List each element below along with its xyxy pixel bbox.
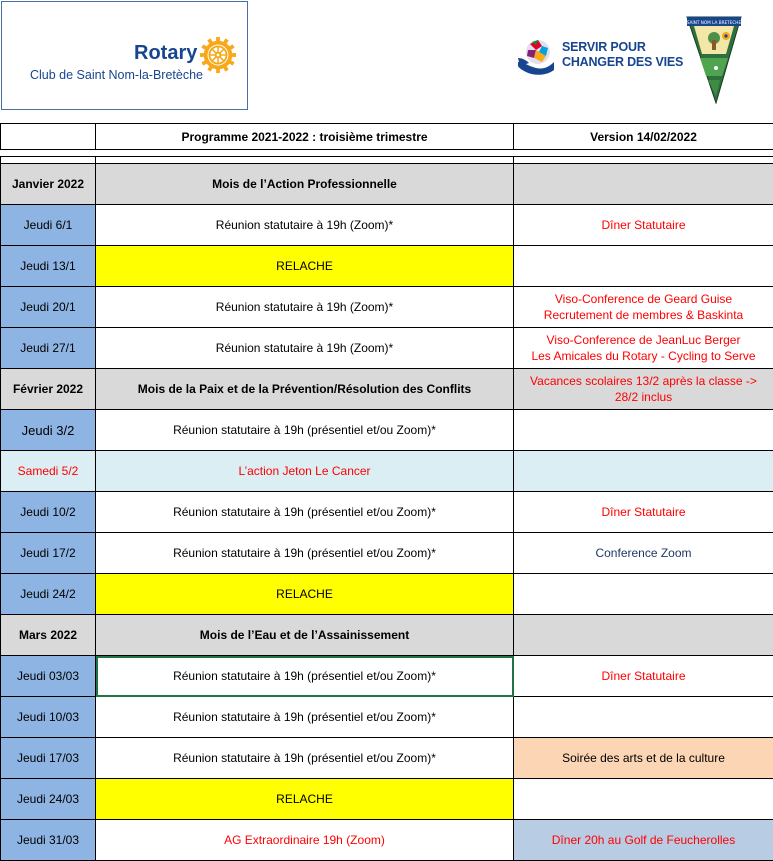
event-cell-relache[interactable]: RELACHE: [96, 574, 514, 615]
event-cell-relache[interactable]: RELACHE: [96, 246, 514, 287]
note-cell[interactable]: [514, 574, 773, 615]
note-cell[interactable]: Soirée des arts et de la culture: [514, 738, 773, 779]
event-cell[interactable]: Réunion statutaire à 19h (présentiel et/ou Zoom)*: [96, 697, 514, 738]
table-row: [1, 205, 773, 246]
table-row: [1, 697, 773, 738]
date-cell[interactable]: Jeudi 24/03: [1, 779, 96, 820]
program-title[interactable]: Programme 2021-2022 : troisième trimestre: [96, 124, 514, 150]
date-cell[interactable]: Jeudi 10/2: [1, 492, 96, 533]
month-theme[interactable]: Mois de l’Action Professionnelle: [96, 164, 514, 205]
servir-logo: [516, 36, 676, 78]
date-cell[interactable]: Jeudi 20/1: [1, 287, 96, 328]
event-cell[interactable]: Réunion statutaire à 19h (présentiel et/ou Zoom)*: [96, 492, 514, 533]
rotary-logo: [1, 1, 248, 110]
note-line: Les Amicales du Rotary - Cycling to Serve: [514, 348, 773, 364]
note-cell[interactable]: [514, 410, 773, 451]
event-cell[interactable]: L’action Jeton Le Cancer: [96, 451, 514, 492]
spacer-row: [1, 157, 773, 164]
note-cell[interactable]: [514, 779, 773, 820]
spacer-row: [1, 150, 773, 157]
page-header: [0, 0, 773, 122]
event-cell-relache[interactable]: RELACHE: [96, 779, 514, 820]
table-row: [1, 574, 773, 615]
month-note[interactable]: [514, 369, 773, 410]
servir-line2: CHANGER DES VIES: [562, 55, 683, 70]
event-cell[interactable]: Réunion statutaire à 19h (présentiel et/ou Zoom)*: [96, 533, 514, 574]
date-cell[interactable]: Jeudi 17/2: [1, 533, 96, 574]
month-theme[interactable]: Mois de la Paix et de la Prévention/Résolution des Conflits: [96, 369, 514, 410]
table-row: [1, 738, 773, 779]
event-cell[interactable]: Réunion statutaire à 19h (Zoom)*: [96, 287, 514, 328]
note-cell[interactable]: Dîner Statutaire: [514, 492, 773, 533]
note-line: Viso-Conference de JeanLuc Berger: [514, 332, 773, 348]
table-header-row: [1, 124, 773, 150]
rotary-name: Rotary: [134, 42, 197, 65]
month-row-janvier: [1, 164, 773, 205]
event-cell[interactable]: Réunion statutaire à 19h (Zoom)*: [96, 205, 514, 246]
event-cell[interactable]: Réunion statutaire à 19h (présentiel et/ou Zoom)*: [96, 738, 514, 779]
event-cell-selected[interactable]: Réunion statutaire à 19h (présentiel et/ou Zoom)*: [96, 656, 514, 697]
table-row: [1, 328, 773, 369]
table-row: [1, 779, 773, 820]
svg-text:SAINT NOM LA BRETECHE: SAINT NOM LA BRETECHE: [687, 20, 742, 25]
month-label[interactable]: Mars 2022: [1, 615, 96, 656]
servir-line1: SERVIR POUR: [562, 40, 683, 55]
date-cell[interactable]: Jeudi 27/1: [1, 328, 96, 369]
month-note[interactable]: [514, 615, 773, 656]
note-cell[interactable]: [514, 697, 773, 738]
club-name: Club de Saint Nom-la-Bretèche: [30, 68, 203, 82]
note-cell[interactable]: [514, 328, 773, 369]
header-empty-cell[interactable]: [1, 124, 96, 150]
note-line: Vacances scolaires 13/2 après la classe ->: [514, 373, 773, 389]
note-cell[interactable]: [514, 451, 773, 492]
note-line: Recrutement de membres & Baskinta: [514, 307, 773, 323]
table-row: [1, 287, 773, 328]
note-cell[interactable]: [514, 246, 773, 287]
date-cell[interactable]: Jeudi 6/1: [1, 205, 96, 246]
club-pennant-icon: [686, 16, 742, 104]
hands-globe-icon: [516, 36, 556, 78]
version-label[interactable]: Version 14/02/2022: [514, 124, 773, 150]
event-cell[interactable]: Réunion statutaire à 19h (Zoom)*: [96, 328, 514, 369]
date-cell[interactable]: Jeudi 13/1: [1, 246, 96, 287]
month-row-fevrier: [1, 369, 773, 410]
event-cell[interactable]: Réunion statutaire à 19h (présentiel et/ou Zoom)*: [96, 410, 514, 451]
table-row: [1, 656, 773, 697]
table-row: [1, 451, 773, 492]
note-cell[interactable]: Conference Zoom: [514, 533, 773, 574]
date-cell[interactable]: Jeudi 10/03: [1, 697, 96, 738]
note-line: 28/2 inclus: [514, 389, 773, 405]
note-cell[interactable]: [514, 287, 773, 328]
table-row: [1, 410, 773, 451]
date-cell[interactable]: Jeudi 03/03: [1, 656, 96, 697]
note-cell[interactable]: Dîner Statutaire: [514, 656, 773, 697]
note-line: Viso-Conference de Geard Guise: [514, 291, 773, 307]
date-cell[interactable]: Samedi 5/2: [1, 451, 96, 492]
rotary-wheel-icon: [199, 36, 237, 74]
date-cell[interactable]: Jeudi 31/03: [1, 820, 96, 861]
month-note[interactable]: [514, 164, 773, 205]
note-cell[interactable]: Dîner Statutaire: [514, 205, 773, 246]
date-cell[interactable]: Jeudi 17/03: [1, 738, 96, 779]
table-row: [1, 492, 773, 533]
event-cell[interactable]: AG Extraordinaire 19h (Zoom): [96, 820, 514, 861]
month-label[interactable]: Janvier 2022: [1, 164, 96, 205]
date-cell[interactable]: Jeudi 24/2: [1, 574, 96, 615]
table-row: [1, 533, 773, 574]
month-label[interactable]: Février 2022: [1, 369, 96, 410]
table-row: [1, 246, 773, 287]
program-table: [0, 123, 773, 861]
date-cell[interactable]: Jeudi 3/2: [1, 410, 96, 451]
month-theme[interactable]: Mois de l’Eau et de l’Assainissement: [96, 615, 514, 656]
month-row-mars: [1, 615, 773, 656]
servir-slogan: [562, 40, 683, 70]
note-cell[interactable]: Dîner 20h au Golf de Feucherolles: [514, 820, 773, 861]
table-row: [1, 820, 773, 861]
